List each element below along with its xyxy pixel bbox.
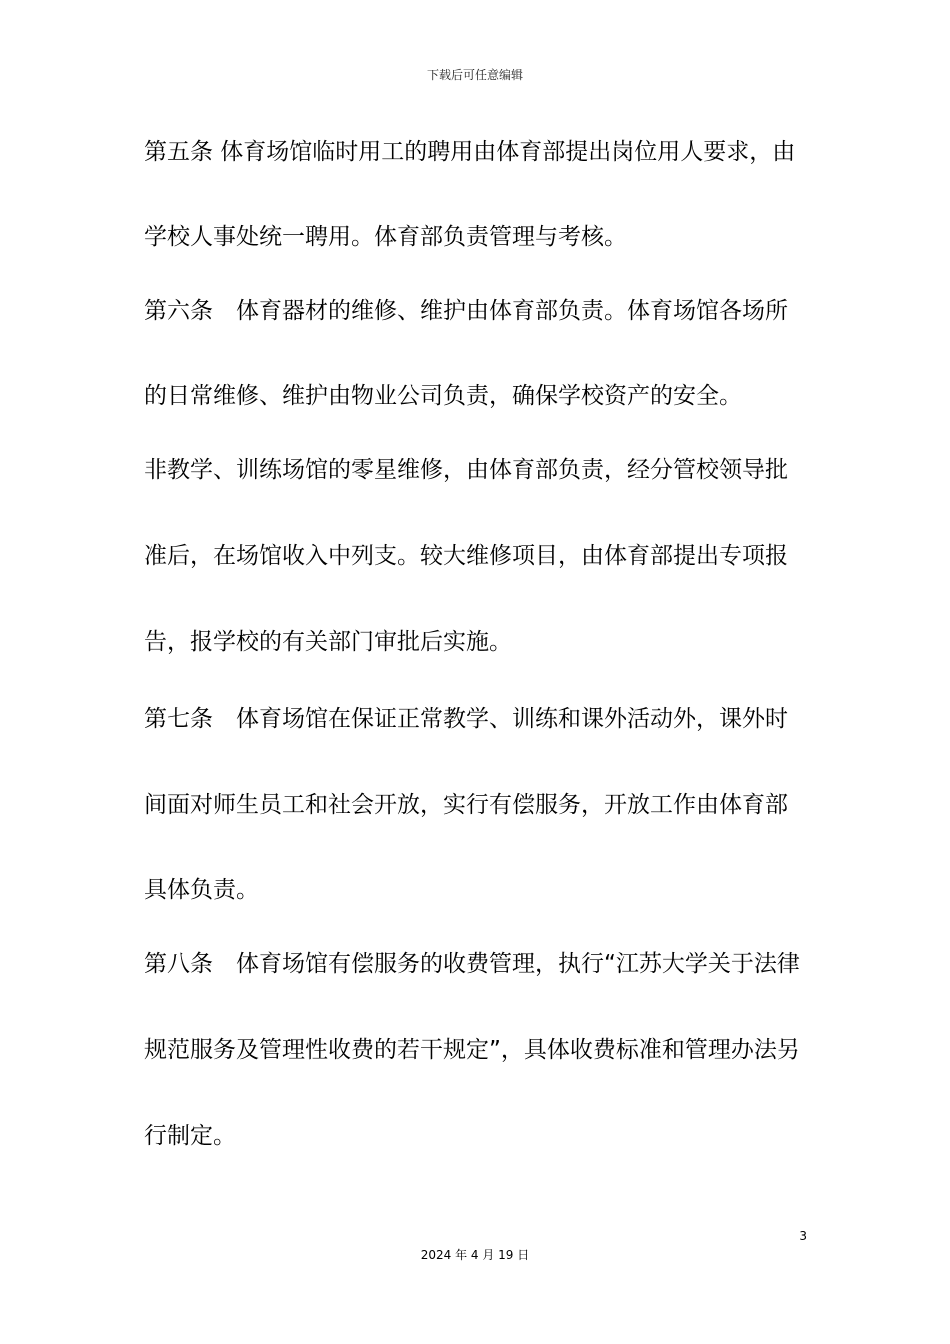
page-footer-date: 2024 年 4 月 19 日 (420, 1248, 530, 1262)
text-line: 第八条 体育场馆有偿服务的收费管理，执行“江苏大学关于法律 (144, 951, 800, 977)
text-line: 告，报学校的有关部门审批后实施。 (144, 629, 512, 655)
text-line: 规范服务及管理性收费的若干规定”，具体收费标准和管理办法另 (144, 1037, 800, 1063)
text-line: 具体负责。 (144, 877, 259, 903)
text-line: 第五条 体育场馆临时用工的聘用由体育部提出岗位用人要求，由 (144, 139, 796, 165)
text-line: 行制定。 (144, 1123, 236, 1149)
text-line: 间面对师生员工和社会开放，实行有偿服务，开放工作由体育部 (144, 792, 788, 818)
page-number: 3 (799, 1229, 807, 1243)
text-line: 学校人事处统一聘用。体育部负责管理与考核。 (144, 224, 627, 250)
text-line: 准后，在场馆收入中列支。较大维修项目，由体育部提出专项报 (144, 543, 788, 569)
text-line: 第六条 体育器材的维修、维护由体育部负责。体育场馆各场所 (144, 298, 788, 324)
text-line: 非教学、训练场馆的零星维修，由体育部负责，经分管校领导批 (144, 457, 788, 483)
text-line: 的日常维修、维护由物业公司负责，确保学校资产的安全。 (144, 383, 742, 409)
text-line: 第七条 体育场馆在保证正常教学、训练和课外活动外，课外时 (144, 706, 788, 732)
page-header-note: 下载后可任意编辑 (426, 68, 523, 82)
